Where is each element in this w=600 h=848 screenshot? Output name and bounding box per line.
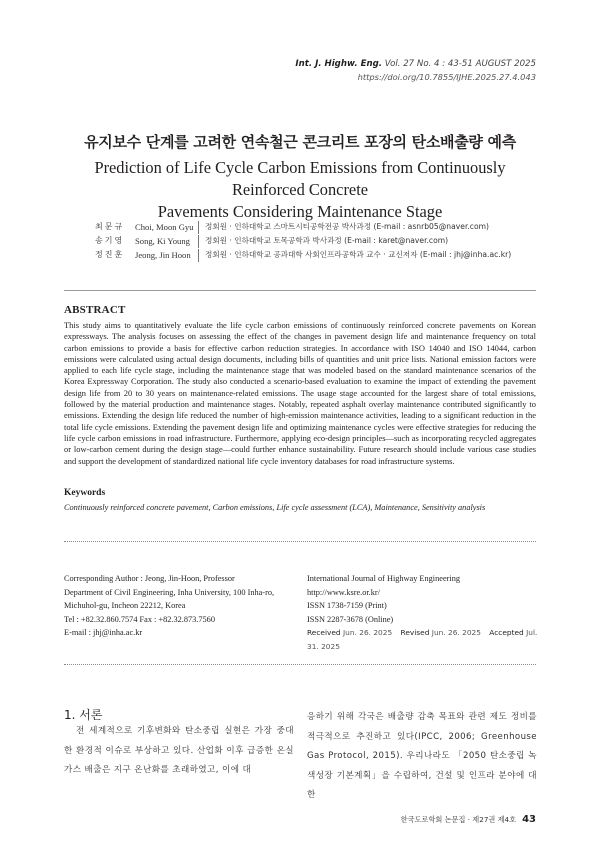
title-english	[60, 157, 540, 223]
author-row	[95, 234, 555, 248]
title-english-line1: Prediction of Life Cycle Carbon Emissions from Continuously Reinforced Concrete	[94, 158, 506, 199]
journal-volume: Vol. 27 No. 4 : 43-51 AUGUST 2025	[384, 59, 536, 69]
page-number: 43	[522, 814, 536, 825]
title-korean: 유지보수 단계를 고려한 연속철근 콘크리트 포장의 탄소배출량 예측	[84, 133, 516, 151]
received-label: Received	[307, 628, 341, 638]
journal-doi[interactable]: https://doi.org/10.7855/IJHE.2025.27.4.043	[357, 72, 536, 82]
accepted-label: Accepted	[489, 628, 524, 638]
author-affiliation: 정회원 · 인하대학교 토목공학과 박사과정 (E-mail : karet@naver.com)	[205, 236, 449, 245]
journal-info-line: International Journal of Highway Engineering	[307, 574, 460, 583]
keywords-heading: Keywords	[64, 488, 106, 498]
author-row	[95, 220, 555, 234]
author-name-ko: 송기영	[95, 236, 125, 245]
author-name-ko: 정진훈	[95, 250, 125, 259]
corresponding-author-block	[64, 572, 304, 640]
journal-url[interactable]: http://www.ksre.or.kr/	[307, 587, 380, 597]
author-divider	[198, 249, 199, 262]
body-text-left: 전 세계적으로 기후변화와 탄소중립 실현은 가장 중대한 환경적 이슈로 부상하고 있다. 산업화 이후 급증한 온실가스 배출은 지구 온난화를 초래하였고, 이에 대	[64, 726, 294, 775]
body-text-right: 응하기 위해 각국은 배출량 감축 목표와 관련 제도 정비를 적극적으로 추진하고 있다(IPCC, 2006; Greenhouse Gas Protocol, 2015). 우리나라도 「2050 탄소중립 녹색성장 기본계획」을 수립하여, 건설 및 인프라 분야에 대한	[307, 712, 537, 800]
author-affiliation: 정회원 · 인하대학교 공과대학 사회인프라공학과 교수 · 교신저자 (E-mail : jhj@inha.ac.kr)	[205, 250, 512, 259]
corresponding-line: Tel : +82.32.860.7574 Fax : +82.32.873.7560	[64, 614, 215, 624]
revised-date: Jun. 26. 2025	[431, 628, 481, 638]
author-affiliation: 정회원 · 인하대학교 스마트시티공학전공 박사과정 (E-mail : asnrb05@naver.com)	[205, 222, 489, 231]
author-row	[95, 248, 555, 262]
abstract-body: This study aims to quantitatively evaluate the life cycle carbon emissions of continuously reinforced concrete pavements on Korean expressways. The analysis focuses on assessing the effect of the changes in pavement design life and maintenance frequency on total carbon emissions to provide a basis for effective carbon reduction strategies. In accordance with ISO 14040 and ISO 14044, carbon emissions were calculated using actual design documents, including bills of quantities and unit price lists. National emission factors were applied to each life cycle stage, including the maintenance stage that was modeled based on the standard maintenance scenarios of the Korea Expressway Corporation. The study also conducted a scenario-based evaluation to examine the impact of extending the pavement design life from 20 to 30 years on maintenance-related emissions. The usage stage accounted for the largest share of total emissions, followed by the material production and maintenance stages. Notably, repeated asphalt overlay maintenance contributed significantly to emissions. Extending the design life reduced the number of high-emission maintenance activities, leading to a significant reduction in the total life cycle emissions. Extending the pavement design life and optimizing maintenance cycles were effective strategies for reducing the life cycle carbon emissions in road infrastructure. Furthermore, applying eco-design principles—such as incorporating recycled aggregates or low-carbon cement during the design stage—could further enhance sustainability. Future research should include various case studies and support the development of standardized national life cycle inventory databases for road infrastructure systems.	[64, 320, 536, 466]
corresponding-email[interactable]: E-mail : jhj@inha.ac.kr	[64, 628, 143, 638]
journal-info-line: ISSN 2287-3678 (Online)	[307, 614, 394, 624]
journal-info-block	[307, 572, 547, 654]
keywords-body: Continuously reinforced concrete pavement, Carbon emissions, Life cycle assessment (LCA), Maintenance, Sensitivity analysis	[64, 503, 486, 512]
footer-journal: 한국도로학회 논문집 · 제27권 제4호	[400, 815, 517, 824]
author-divider	[198, 235, 199, 248]
corresponding-line: Corresponding Author : Jeong, Jin-Hoon, Professor	[64, 574, 235, 583]
corresponding-line: Michuhol-gu, Incheon 22212, Korea	[64, 601, 186, 611]
corresponding-line: Department of Civil Engineering, Inha University, 100 Inha-ro,	[64, 587, 275, 597]
author-list	[95, 220, 555, 262]
accepted-date: Jul. 31. 2025	[307, 628, 538, 651]
abstract-divider	[64, 541, 536, 542]
author-name-en: Song, Ki Young	[135, 236, 190, 246]
journal-info-line: ISSN 1738-7159 (Print)	[307, 601, 387, 611]
received-date: Jun. 26. 2025	[343, 628, 393, 638]
title-english-line2: Pavements Considering Maintenance Stage	[157, 202, 443, 221]
author-name-en: Choi, Moon Gyu	[135, 222, 194, 232]
section-heading: 1. 서론	[64, 708, 103, 722]
page-footer	[401, 814, 536, 825]
author-name-ko: 최문규	[95, 222, 125, 231]
info-divider	[64, 664, 536, 665]
author-divider	[198, 221, 199, 234]
revised-label: Revised	[400, 628, 430, 638]
journal-name: Int. J. Highw. Eng.	[295, 59, 382, 69]
author-name-en: Jeong, Jin Hoon	[135, 250, 191, 260]
publication-dates	[307, 626, 547, 653]
header-divider	[64, 290, 536, 291]
journal-header	[295, 58, 536, 84]
abstract-heading: ABSTRACT	[64, 304, 126, 316]
